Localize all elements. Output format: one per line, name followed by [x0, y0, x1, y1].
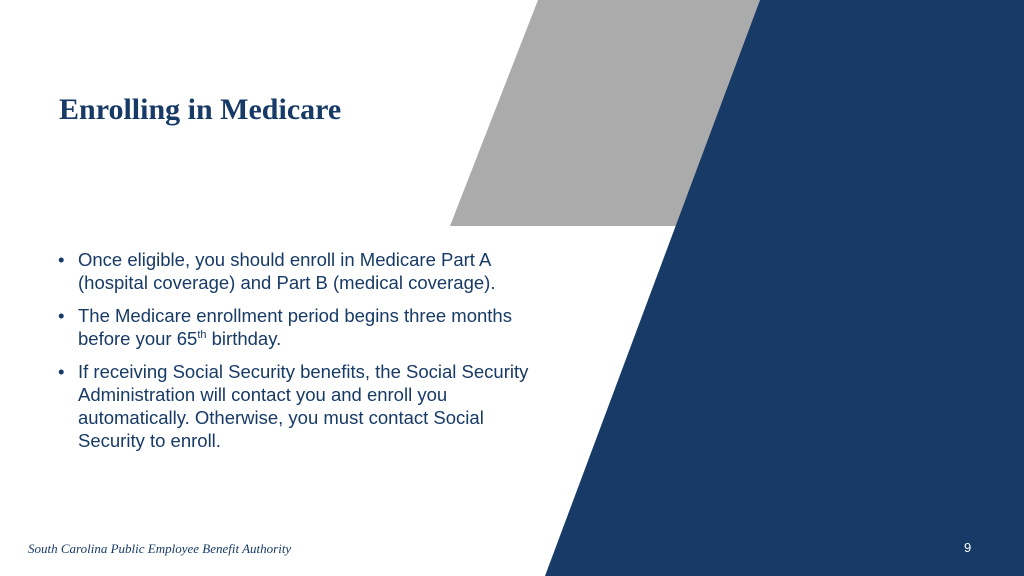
bullet-dot: • [58, 249, 65, 270]
bullet-text-part: birthday. [206, 328, 282, 349]
bullet-item [56, 248, 536, 294]
bullet-text: If receiving Social Security benefits, the Social Security Administration will contact you and enroll you automatically. Otherwise, you must contact Social Security to enroll. [78, 361, 529, 451]
bullet-item [56, 360, 536, 452]
bullet-dot: • [58, 361, 65, 382]
superscript-th: th [197, 328, 207, 341]
page-number: 9 [964, 540, 972, 555]
footer-organization: South Carolina Public Employee Benefit Authority [28, 541, 292, 556]
bullet-text-part: The Medicare enrollment period begins three months before your 65 [78, 305, 512, 349]
bullet-text: Once eligible, you should enroll in Medicare Part A (hospital coverage) and Part B (medical coverage). [78, 249, 496, 293]
slide-title: Enrolling in Medicare [59, 93, 342, 126]
bullet-dot: • [58, 305, 65, 326]
bullet-text [78, 305, 512, 349]
bullet-list [56, 248, 536, 462]
bullet-item [56, 304, 536, 350]
